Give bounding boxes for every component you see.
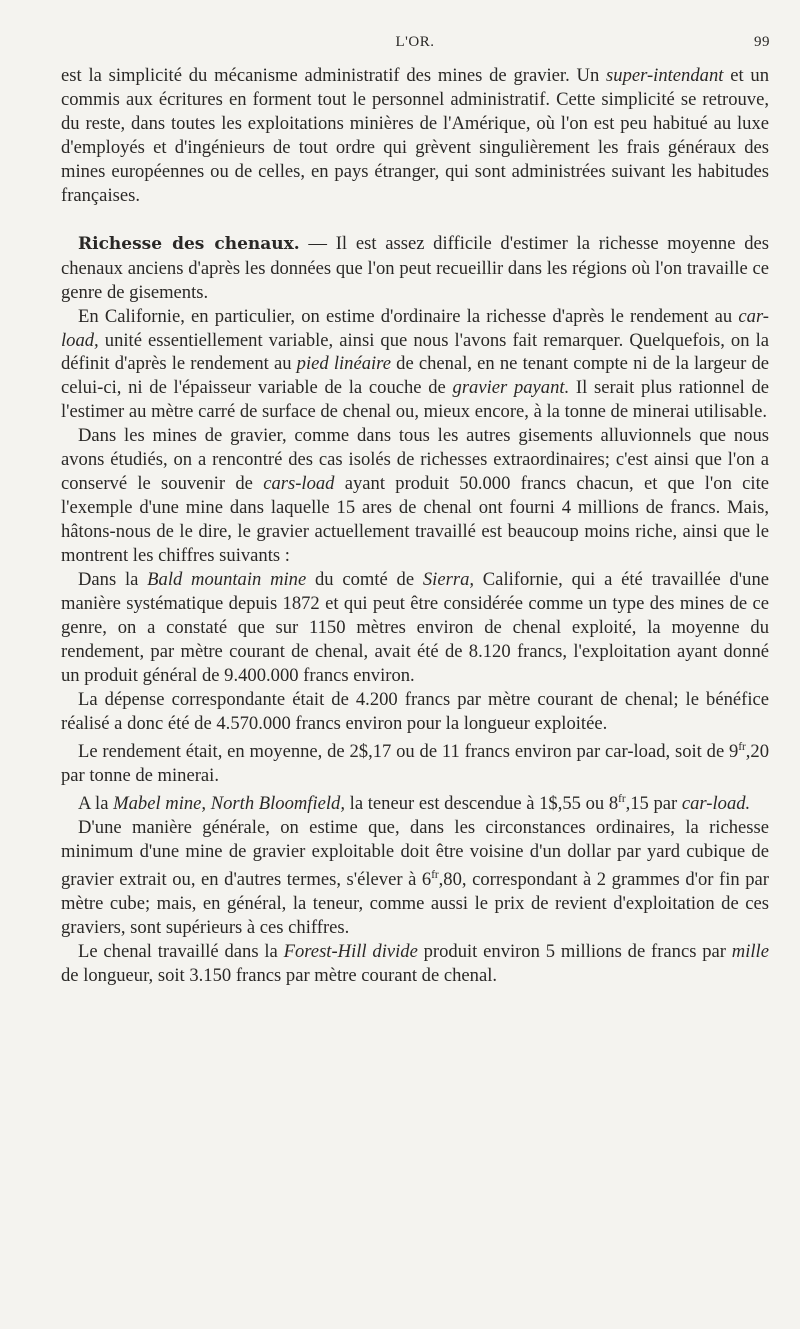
paragraph — [61, 688, 769, 736]
running-head — [60, 30, 770, 54]
text-run: Il serait plus rationnel de l'estimer au mètre carré de surface de chenal ou, mieux encore, à la tonne de minerai utilisable. — [61, 377, 770, 423]
italic-term: pied linéaire — [296, 353, 391, 375]
superscript: fr — [618, 792, 626, 805]
italic-term: Mabel mine, North Bloomfield, — [113, 793, 346, 815]
text-run: — Il est assez difficile d'estimer la richesse moyenne des chenaux anciens d'après les données que l'on peut recueillir dans les régions où l'on travaille ce genre de gisements. — [61, 232, 769, 303]
paragraph — [61, 305, 769, 425]
page-number: 99 — [754, 34, 770, 50]
text-run: ,80, correspondant à 2 grammes d'or fin par mètre cube; mais, en général, la teneur, comme aussi le prix de revient d'exploitation de ces graviers, sont supérieurs à ces chiffres. — [61, 869, 769, 938]
text-run: D'une manière générale, on estime que, dans les circonstances ordinaires, la richesse minimum d'une mine de gravier exploitable doit être voisine d'un dollar par yard cubique de gravier extrait ou, en d'autres termes, s'élever à 6 — [61, 816, 769, 891]
text-run: de longueur, soit 3.150 francs par mètre courant de chenal. — [61, 964, 498, 986]
section-heading: Richesse des chenaux. — [78, 233, 300, 254]
text-run: la teneur est descendue à 1$,55 ou 8 — [345, 793, 619, 815]
paragraph — [61, 64, 769, 208]
italic-term: Sierra, — [422, 569, 475, 591]
text-run: de chenal, en ne tenant compte ni de la largeur de celui-ci, ni de l'épaisseur variable de la couche de — [61, 353, 770, 399]
paragraph — [61, 736, 769, 788]
text-run: ,15 par — [625, 793, 682, 815]
text-run: ,20 par tonne de minerai. — [61, 740, 769, 786]
text-run: A la — [78, 793, 114, 815]
superscript: fr — [431, 868, 439, 881]
paragraph — [61, 424, 769, 568]
italic-term: Forest-Hill divide — [283, 940, 418, 962]
text-run: ayant produit 50.000 francs chacun, et que l'on cite l'exemple d'une mine dans laquelle 15 ares de chenal ont fourni 4 millions de francs. Mais, hâtons-nous de le dire, le gravier actuellement travaillé est beaucoup moins riche, ainsi que le montrent les chiffres suivants : — [61, 473, 769, 567]
text-run: du comté de — [306, 569, 423, 591]
text-run: et un commis aux écritures en forment tout le personnel administratif. Cette simplicité se retrouve, du reste, dans toutes les exploitations minières de l'Amérique, où l'on est peu habitué au luxe d'employés et d'ingénieurs de tout ordre qui grèvent singulièrement les frais généraux des mines européennes ou de celles, en pays étranger, qui sont administrées suivant les habitudes françaises. — [61, 65, 769, 206]
text-run: produit environ 5 millions de francs par — [417, 940, 732, 962]
text-run: Le rendement était, en moyenne, de 2$,17 ou de 11 francs environ par car-load, soit de 9 — [78, 740, 739, 762]
section-paragraph-richesse-des-chenaux — [61, 232, 769, 305]
italic-term: car-load. — [681, 793, 751, 815]
italic-term: cars-load — [263, 473, 335, 495]
text-run: est la simplicité du mécanisme administratif des mines de gravier. Un — [61, 65, 607, 86]
body-text — [61, 64, 769, 988]
paragraph — [61, 816, 769, 940]
text-run: Dans les mines de gravier, comme dans tous les autres gisements alluvionnels que nous avons étudiés, on a rencontré des cas isolés de richesses extraordinaires; c'est ainsi que l'on a conservé le souvenir de — [61, 425, 769, 495]
text-run: Californie, qui a été travaillée d'une manière systématique depuis 1872 et qui peut être considérée comme un type des mines de ce genre, on a constaté que sur 1150 mètres environ de chenal exploité, la moyenne du rendement, par mètre courant de chenal, avait été de 8.120 francs, l'exploitation ayant donné un produit général de 9.400.000 francs environ. — [61, 569, 769, 686]
text-run: La dépense correspondante était de 4.200 francs par mètre courant de chenal; le bénéfice réalisé a donc été de 4.570.000 francs environ pour la longueur exploitée. — [61, 688, 769, 734]
paragraph — [61, 940, 769, 988]
italic-term: gravier payant. — [452, 377, 570, 399]
text-run: En Californie, en particulier, on estime d'ordinaire la richesse d'après le rendement au — [78, 305, 739, 327]
superscript: fr — [738, 740, 746, 753]
text-run: Le chenal travaillé dans la — [78, 940, 284, 962]
italic-term: Bald mountain mine — [147, 569, 307, 591]
paragraph — [61, 568, 769, 688]
italic-term: car-load, — [61, 305, 769, 351]
italic-term: super-intendant — [606, 65, 724, 86]
text-run: unité essentiellement variable, ainsi que nous l'avons fait remarquer. Quelquefois, on la définit d'après le rendement au — [61, 329, 769, 375]
paragraph — [61, 788, 769, 816]
italic-term: mille — [731, 940, 769, 962]
running-title: L'OR. — [395, 34, 435, 50]
text-run: Dans la — [78, 569, 148, 591]
